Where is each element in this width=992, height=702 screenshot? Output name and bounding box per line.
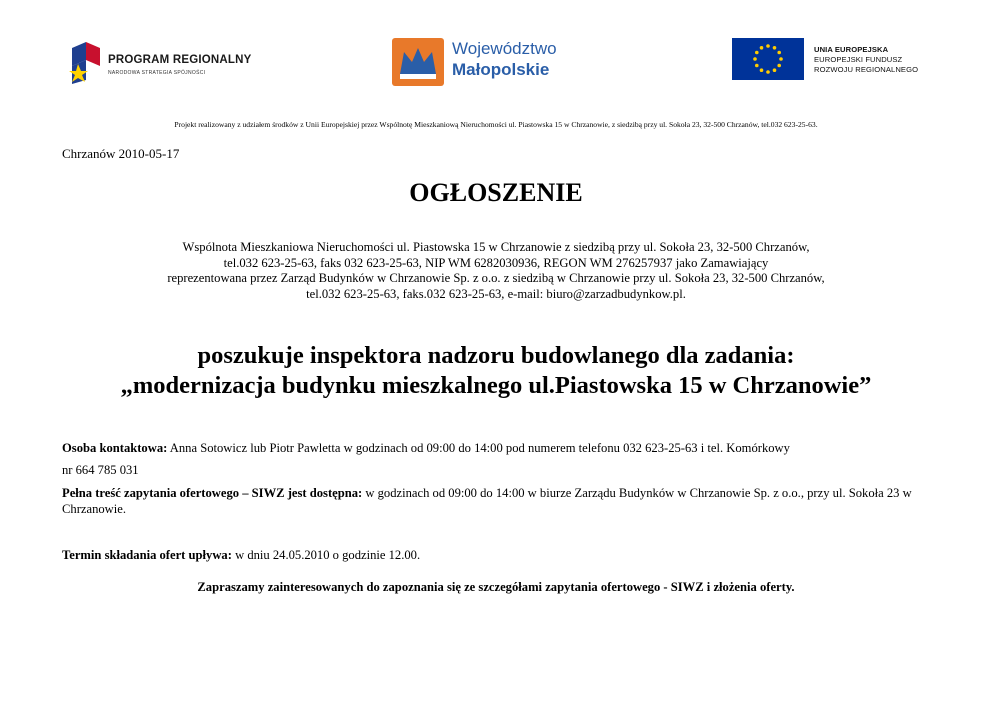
project-note: Projekt realizowany z udziałem środków z Unii Europejskiej przez Wspólnotę Mieszkaniową Nieruchomości ul. Piastowska 15 w Chrzanowie, z siedzibą przy ul. Sokoła 23, 32-500 Chrzanów, tel.032 623-25-63. [174,120,818,129]
malopolska-logo [392,38,587,88]
eu-line1: UNIA EUROPEJSKA [814,45,889,54]
contact-label: Osoba kontaktowa: [62,441,168,455]
program-regionalny-subtitle: NARODOWA STRATEGIA SPÓJNOŚCI [108,70,206,76]
headline-line: poszukuje inspektora nadzoru budowlanego dla zadania: [197,342,795,369]
entity-line: reprezentowana przez Zarząd Budynków w Chrzanowie Sp. z o.o. z siedzibą w Chrzanowie przy ul. Sokoła 23, 32-500 Chrzanów, [167,271,825,285]
siwz-text: w godzinach od 09:00 do 14:00 w biurze Zarządu Budynków w Chrzanowie Sp. z o.o., przy ul. Sokoła 23 w Chrzanowie. [62,486,912,516]
program-regionalny-title: PROGRAM REGIONALNY [108,54,252,66]
contracting-entity [0,240,992,302]
invitation-text: Zapraszamy zainteresowanych do zapoznania się ze szczegółami zapytania ofertowego - SIWZ i złożenia oferty. [197,580,795,594]
eu-line3: ROZWOJU REGIONALNEGO [814,65,919,74]
contact-phone: nr 664 785 031 [62,463,139,477]
entity-line: tel.032 623-25-63, faks 032 623-25-63, NIP WM 6282030936, REGON WM 276257937 jako Zamawiający [223,255,769,270]
eu-line2: EUROPEJSKI FUNDUSZ [814,55,903,64]
deadline-paragraph [62,547,942,563]
headline-line: „modernizacja budynku mieszkalnego ul.Piastowska 15 w Chrzanowie” [120,372,872,399]
entity-line: Wspólnota Mieszkaniowa Nieruchomości ul. Piastowska 15 w Chrzanowie z siedzibą przy ul. Sokoła 23, 32-500 Chrzanów, [182,240,810,254]
malopolska-crown-icon [392,38,444,86]
program-regionalny-emblem-icon [68,38,104,88]
eu-flag-icon [732,38,804,80]
announcement-headline [0,341,992,401]
contact-paragraph [62,440,942,456]
contact-text: Anna Sotowicz lub Piotr Pawletta w godzinach od 09:00 do 14:00 pod numerem telefonu 032 623-25-63 i tel. Komórkowy [167,441,790,455]
deadline-text: w dniu 24.05.2010 o godzinie 12.00. [231,548,421,562]
siwz-paragraph [62,485,942,517]
logo-bar [0,38,992,88]
eu-logo [732,38,942,88]
malopolska-line2: Małopolskie [452,60,550,79]
malopolska-line1: Województwo [452,39,557,58]
document-heading: OGŁOSZENIE [409,178,583,207]
entity-line: tel.032 623-25-63, faks.032 623-25-63, e-mail: biuro@zarzadbudynkow.pl. [306,286,686,301]
program-regionalny-logo [68,38,268,88]
document-date: Chrzanów 2010-05-17 [62,146,180,161]
siwz-label: Pełna treść zapytania ofertowego – SIWZ jest dostępna: [62,486,363,500]
deadline-label: Termin składania ofert upływa: [62,548,232,562]
